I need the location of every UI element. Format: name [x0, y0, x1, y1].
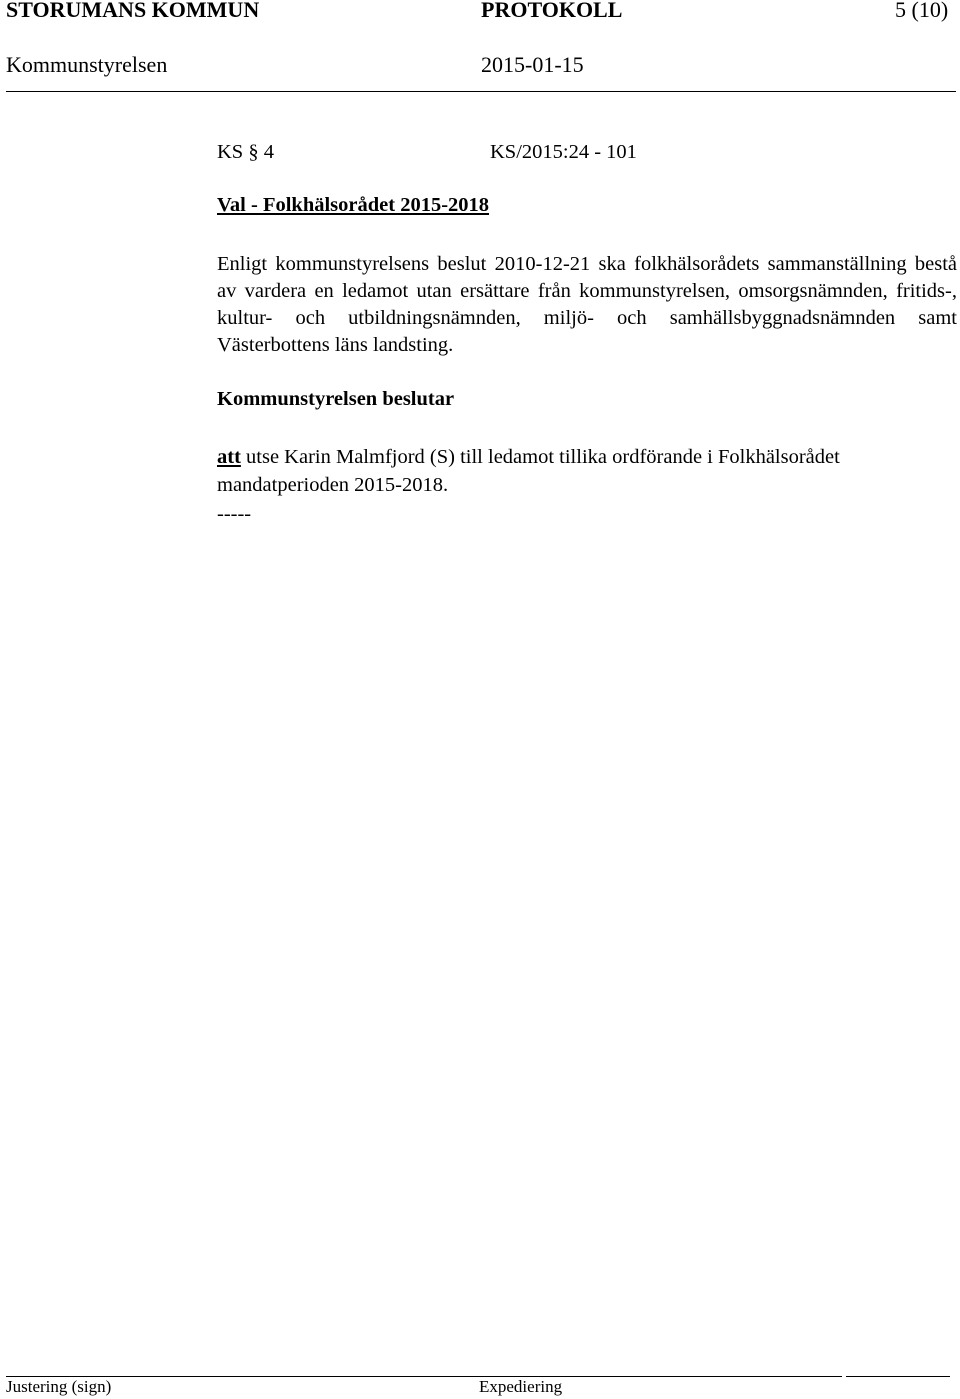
document-type: PROTOKOLL — [481, 0, 623, 22]
decision-paragraph — [217, 443, 957, 499]
case-number: KS/2015:24 - 101 — [490, 141, 637, 163]
expediering-label: Expediering — [479, 1377, 563, 1396]
att-keyword: att — [217, 446, 241, 468]
background-paragraph: Enligt kommunstyrelsens beslut 2010-12-21 ska folkhälsorådets sammanställning bestå av vardera en ledamot utan ersättare från kommunstyrelsen, omsorgsnämnden, fritids-, kultur- och utbildningsnämnden, miljö- och samhällsbyggnadsnämnden samt Västerbottens läns landsting. — [217, 253, 957, 356]
organization-name: STORUMANS KOMMUN — [6, 0, 260, 22]
section-title: Val - Folkhälsorådet 2015-2018 — [217, 194, 490, 216]
paragraph-reference: KS § 4 — [217, 141, 274, 163]
footer-divider-left — [6, 1376, 842, 1377]
justering-label: Justering (sign) — [6, 1377, 112, 1396]
end-mark: ----- — [217, 503, 252, 525]
decision-heading: Kommunstyrelsen beslutar — [217, 388, 455, 410]
meeting-date: 2015-01-15 — [481, 52, 584, 77]
header-divider — [6, 91, 956, 92]
decision-text: utse Karin Malmfjord (S) till ledamot tillika ordförande i Folkhälsorådet mandatperioden 2015-2018. — [217, 446, 840, 496]
footer-divider-right — [846, 1376, 950, 1377]
page-number: 5 (10) — [895, 0, 949, 22]
committee-name: Kommunstyrelsen — [6, 52, 168, 77]
